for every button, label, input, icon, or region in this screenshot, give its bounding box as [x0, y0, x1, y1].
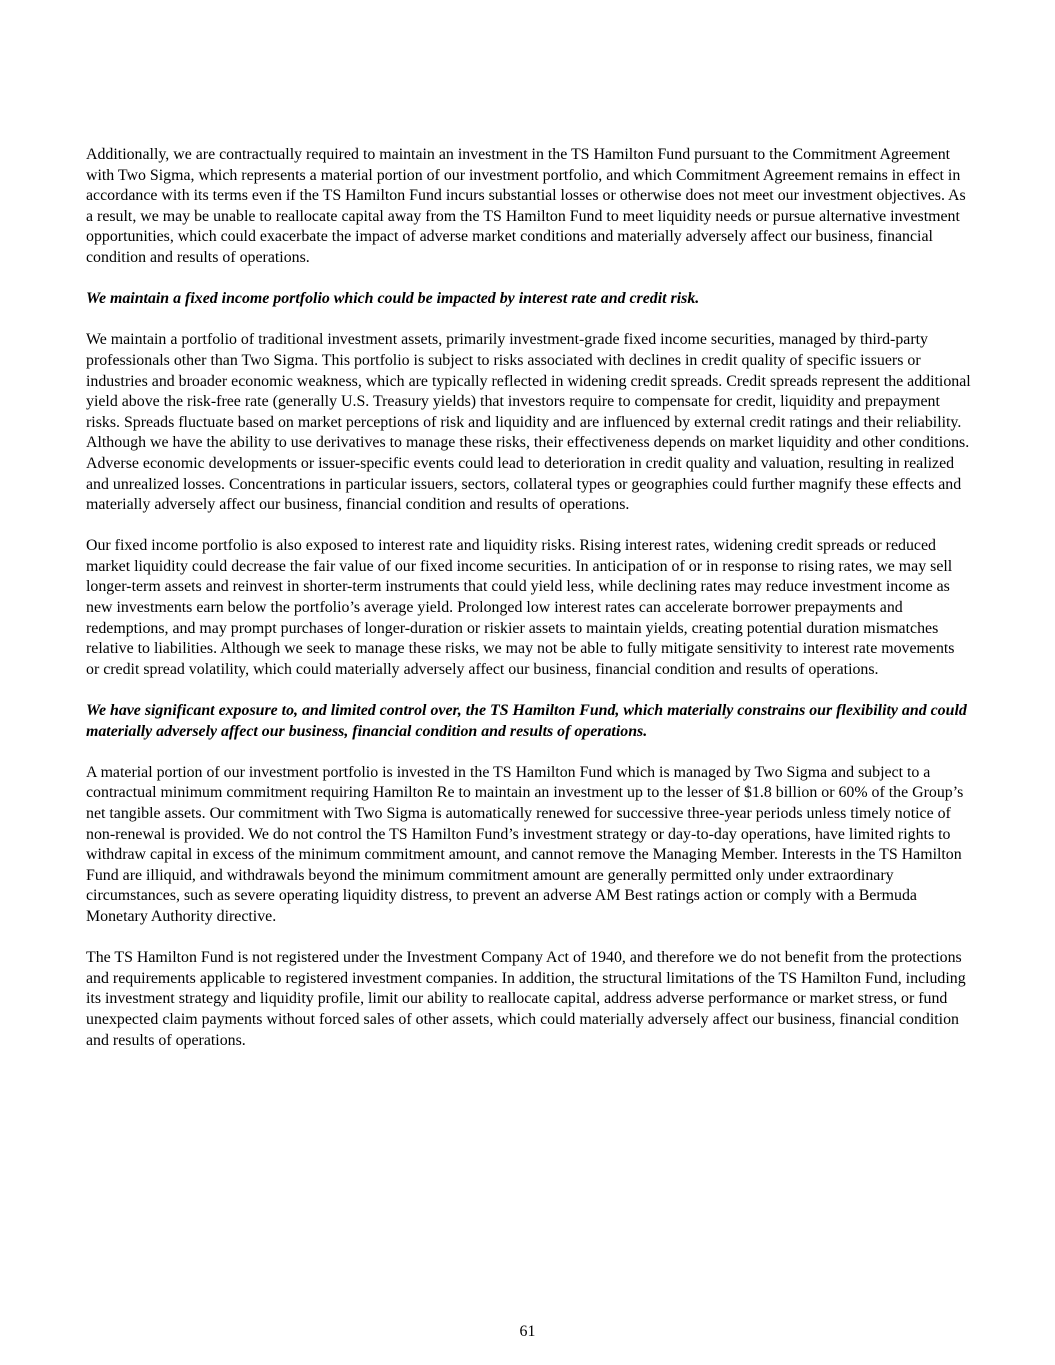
paragraph-ts-hamilton-fund-commitment: A material portion of our investment portfolio is invested in the TS Hamilton Fund which is managed by Two Sigma and subject to a contractual minimum commitment requiring Hamilton Re to maintain an investment up to the lesser of $1.8 billion or 60% of the Group’s net tangible assets. Our commitment with Two Sigma is automatically renewed for successive three-year periods unless timely notice of non-renewal is provided. We do not control the TS Hamilton Fund’s investment strategy or day-to-day operations, have limited rights to withdraw capital in excess of the minimum commitment amount, and cannot remove the Managing Member. Interests in the TS Hamilton Fund are illiquid, and withdrawals beyond the minimum commitment amount are generally permitted only under extraordinary circumstances, such as severe operating liquidity distress, to prevent an adverse AM Best ratings action or comply with a Bermuda Monetary Authority directive. — [86, 763, 964, 925]
heading-ts-hamilton-fund-exposure: We have significant exposure to, and limited control over, the TS Hamilton Fund, which materially constrains our flexibility and could materially adversely affect our business, financial condition and results of operations. — [86, 702, 967, 740]
page-content — [86, 145, 971, 1072]
paragraph-credit-risk: We maintain a portfolio of traditional investment assets, primarily investment-grade fixed income securities, managed by third-party professionals other than Two Sigma. This portfolio is subject to risks associated with declines in credit quality of specific issuers or industries and broader economic weakness, which are typically reflected in widening credit spreads. Credit spreads represent the additional yield above the risk-free rate (generally U.S. Treasury yields) that investors require to compensate for credit, liquidity and prepayment risks. Spreads fluctuate based on market perceptions of risk and liquidity and are influenced by external credit ratings and their reliability. Although we have the ability to use derivatives to manage these risks, their effectiveness depends on market liquidity and other conditions. Adverse economic developments or issuer-specific events could lead to deterioration in credit quality and valuation, resulting in realized and unrealized losses. Concentrations in particular issuers, sectors, collateral types or geographies could further magnify these effects and materially adversely affect our business, financial condition and results of operations. — [86, 331, 971, 514]
heading-fixed-income-risk: We maintain a fixed income portfolio which could be impacted by interest rate and credit risk. — [86, 290, 700, 308]
paragraph-interest-rate-risk: Our fixed income portfolio is also exposed to interest rate and liquidity risks. Rising interest rates, widening credit spreads or reduced market liquidity could decrease the fair value of our fixed income securities. In anticipation of or in response to rising rates, we may sell longer-term assets and reinvest in shorter-term instruments that could yield less, while declining rates may reduce investment income as new investments earn below the portfolio’s average yield. Prolonged low interest rates can accelerate borrower prepayments and redemptions, and may prompt purchases of longer-duration or riskier assets to maintain yields, creating potential duration mismatches relative to liabilities. Although we seek to manage these risks, we may not be able to fully mitigate sensitivity to interest rate movements or credit spread volatility, which could materially adversely affect our business, financial condition and results of operations. — [86, 537, 955, 678]
paragraph-investment-company-act: The TS Hamilton Fund is not registered under the Investment Company Act of 1940, and therefore we do not benefit from the protections and requirements applicable to registered investment companies. In addition, the structural limitations of the TS Hamilton Fund, including its investment strategy and liquidity profile, limit our ability to reallocate capital, address adverse performance or market stress, or fund unexpected claim payments without forced sales of other assets, which could materially adversely affect our business, financial condition and results of operations. — [86, 949, 966, 1049]
page-number: 61 — [519, 1323, 536, 1340]
paragraph-commitment-agreement: Additionally, we are contractually required to maintain an investment in the TS Hamilton Fund pursuant to the Commitment Agreement with Two Sigma, which represents a material portion of our investment portfolio, and which Commitment Agreement remains in effect in accordance with its terms even if the TS Hamilton Fund incurs substantial losses or otherwise does not meet our investment objectives. As a result, we may be unable to reallocate capital away from the TS Hamilton Fund to meet liquidity needs or pursue alternative investment opportunities, which could exacerbate the impact of adverse market conditions and materially adversely affect our business, financial condition and results of operations. — [86, 146, 966, 266]
